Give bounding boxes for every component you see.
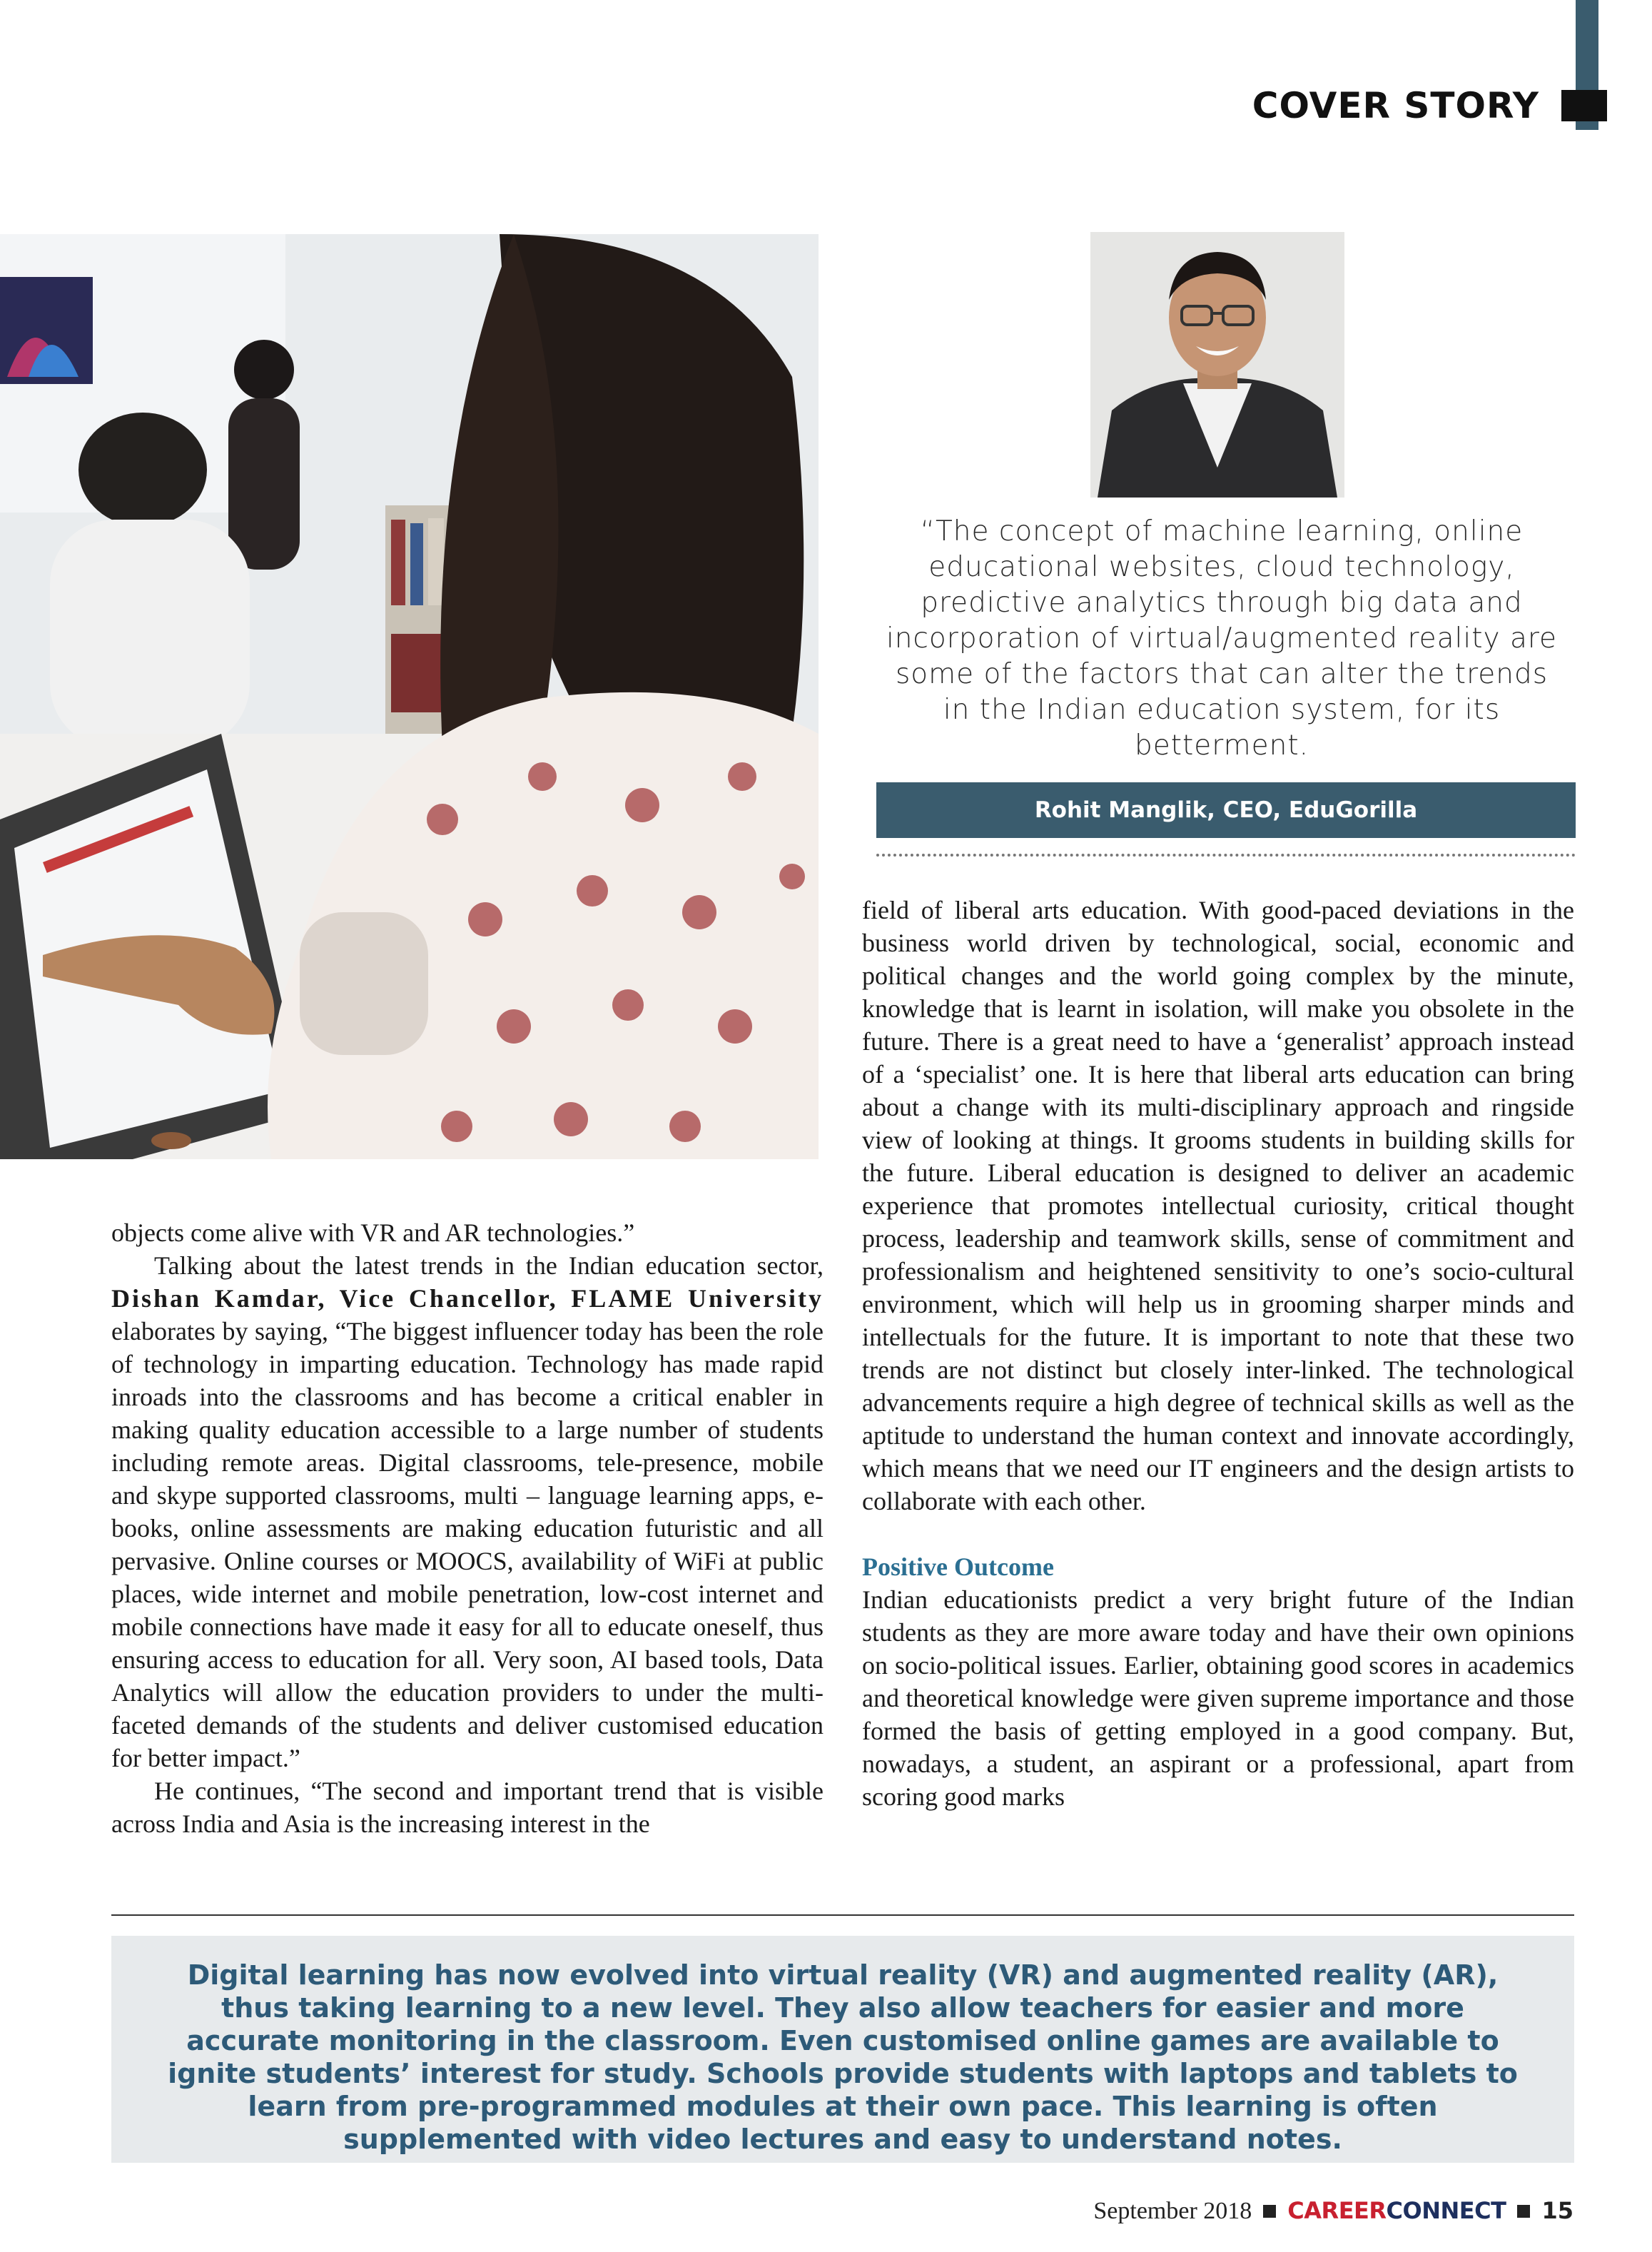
dotted-divider xyxy=(876,854,1576,857)
footer-square-icon xyxy=(1263,2205,1276,2218)
right-paragraph-2: Indian educationists predict a very bright future of the Indian students as they are more aware today and have their own opinions on socio-political issues. Earlier, obtaining good scores in academics and theoretical knowledge were given supreme importance and those formed the basis of getting employed in a good company. But, nowadays, a student, an aspirant or a professional, apart from scoring good marks xyxy=(862,1585,1574,1811)
issue-date: September 2018 xyxy=(1093,2198,1252,2224)
left-column xyxy=(111,1216,824,1840)
section-label-square xyxy=(1561,90,1607,121)
right-column xyxy=(862,894,1574,1813)
callout-text: Digital learning has now evolved into virtual reality (VR) and augmented reality (AR), thus taking learning to a new level. They also allow teachers for easier and more accurate monitoring in the classroom. Even customised online games are available to ignite students’ interest for study. Schools provide students with laptops and tablets to learn from pre-programmed modules at their own pace. This learning is often supplemented with video lectures and easy to understand notes. xyxy=(168,1959,1518,2155)
person-portrait-icon xyxy=(1090,232,1344,498)
footer-square-icon xyxy=(1517,2205,1530,2218)
left-paragraph-2-rest: elaborates by saying, “The biggest influencer today has been the role of technology in imparting education. Technology has made rapid inroads into the classrooms and has become a critical enabler in making quality education accessible to a large number of students including remote areas. Digital classrooms, tele-presence, mobile and skype supported classrooms, multi – language learning apps, e-books, online assessments are making education futuristic and all pervasive. Online courses or MOOCS, availability of WiFi at public places, wide internet and mobile penetration, low-cost internet and mobile connections have made it easy for all to educate oneself, thus ensuring access to education for all. Very soon, AI based tools, Data Analytics will allow the education providers to under the multi- faceted demands of the students and deliver customised education for better impact.” xyxy=(111,1317,824,1772)
speaker-name: Dishan Kamdar, Vice Chancellor, FLAME University xyxy=(111,1284,824,1313)
right-paragraph-1: field of liberal arts education. With good-paced deviations in the business world driven by technological, social, economic and political changes and the world going complex by the minute, knowledge that is learnt in isolation, will make you obsolete in the future. There is a great need to have a ‘generalist’ approach instead of a ‘specialist’ one. It is here that liberal arts education can bring about a change with its multi-disciplinary approach and ringside view of looking at things. It grooms students in building skills for the future. Liberal education is designed to deliver an academic experience that promotes intellectual curiosity, critical thought process, leadership and teamwork skills, sense of commitment and professionalism and heightened sensitivity to one’s socio-cultural environment, which will help us in grooming sharper minds and intellectuals for the future. It is important to note that these two trends are not distinct but closely inter-linked. The technological advancements require a high degree of technical skills as well as the aptitude to understand the human context and innovate accordingly, which means that we need our IT engineers and the design artists to collaborate with each other. xyxy=(862,896,1574,1515)
page-footer xyxy=(1093,2193,1574,2229)
page-number: 15 xyxy=(1541,2197,1574,2224)
pull-quote: “The concept of machine learning, online educational websites, cloud technology, predictive analytics through big data and incorporation of virtual/augmented reality are some of the factors that can alter the trends in the Indian education system, for its betterment. xyxy=(886,515,1558,762)
left-paragraph-2-lead: Talking about the latest trends in the Indian education sector, xyxy=(154,1251,824,1280)
left-paragraph-2 xyxy=(111,1249,824,1774)
quote-attribution: Rohit Manglik, CEO, EduGorilla xyxy=(876,782,1576,838)
section-heading: Positive Outcome xyxy=(862,1552,1054,1581)
brand-career: CAREER xyxy=(1287,2197,1387,2224)
classroom-photo-icon xyxy=(0,234,819,1159)
left-paragraph-3: He continues, “The second and important trend that is visible across India and Asia is the increasing interest in the xyxy=(111,1777,824,1838)
section-label: COVER STORY xyxy=(1252,85,1539,126)
left-paragraph-1: objects come alive with VR and AR technologies.” xyxy=(111,1218,635,1247)
horizontal-rule xyxy=(111,1914,1574,1916)
brand-connect: CONNECT xyxy=(1386,2197,1506,2224)
